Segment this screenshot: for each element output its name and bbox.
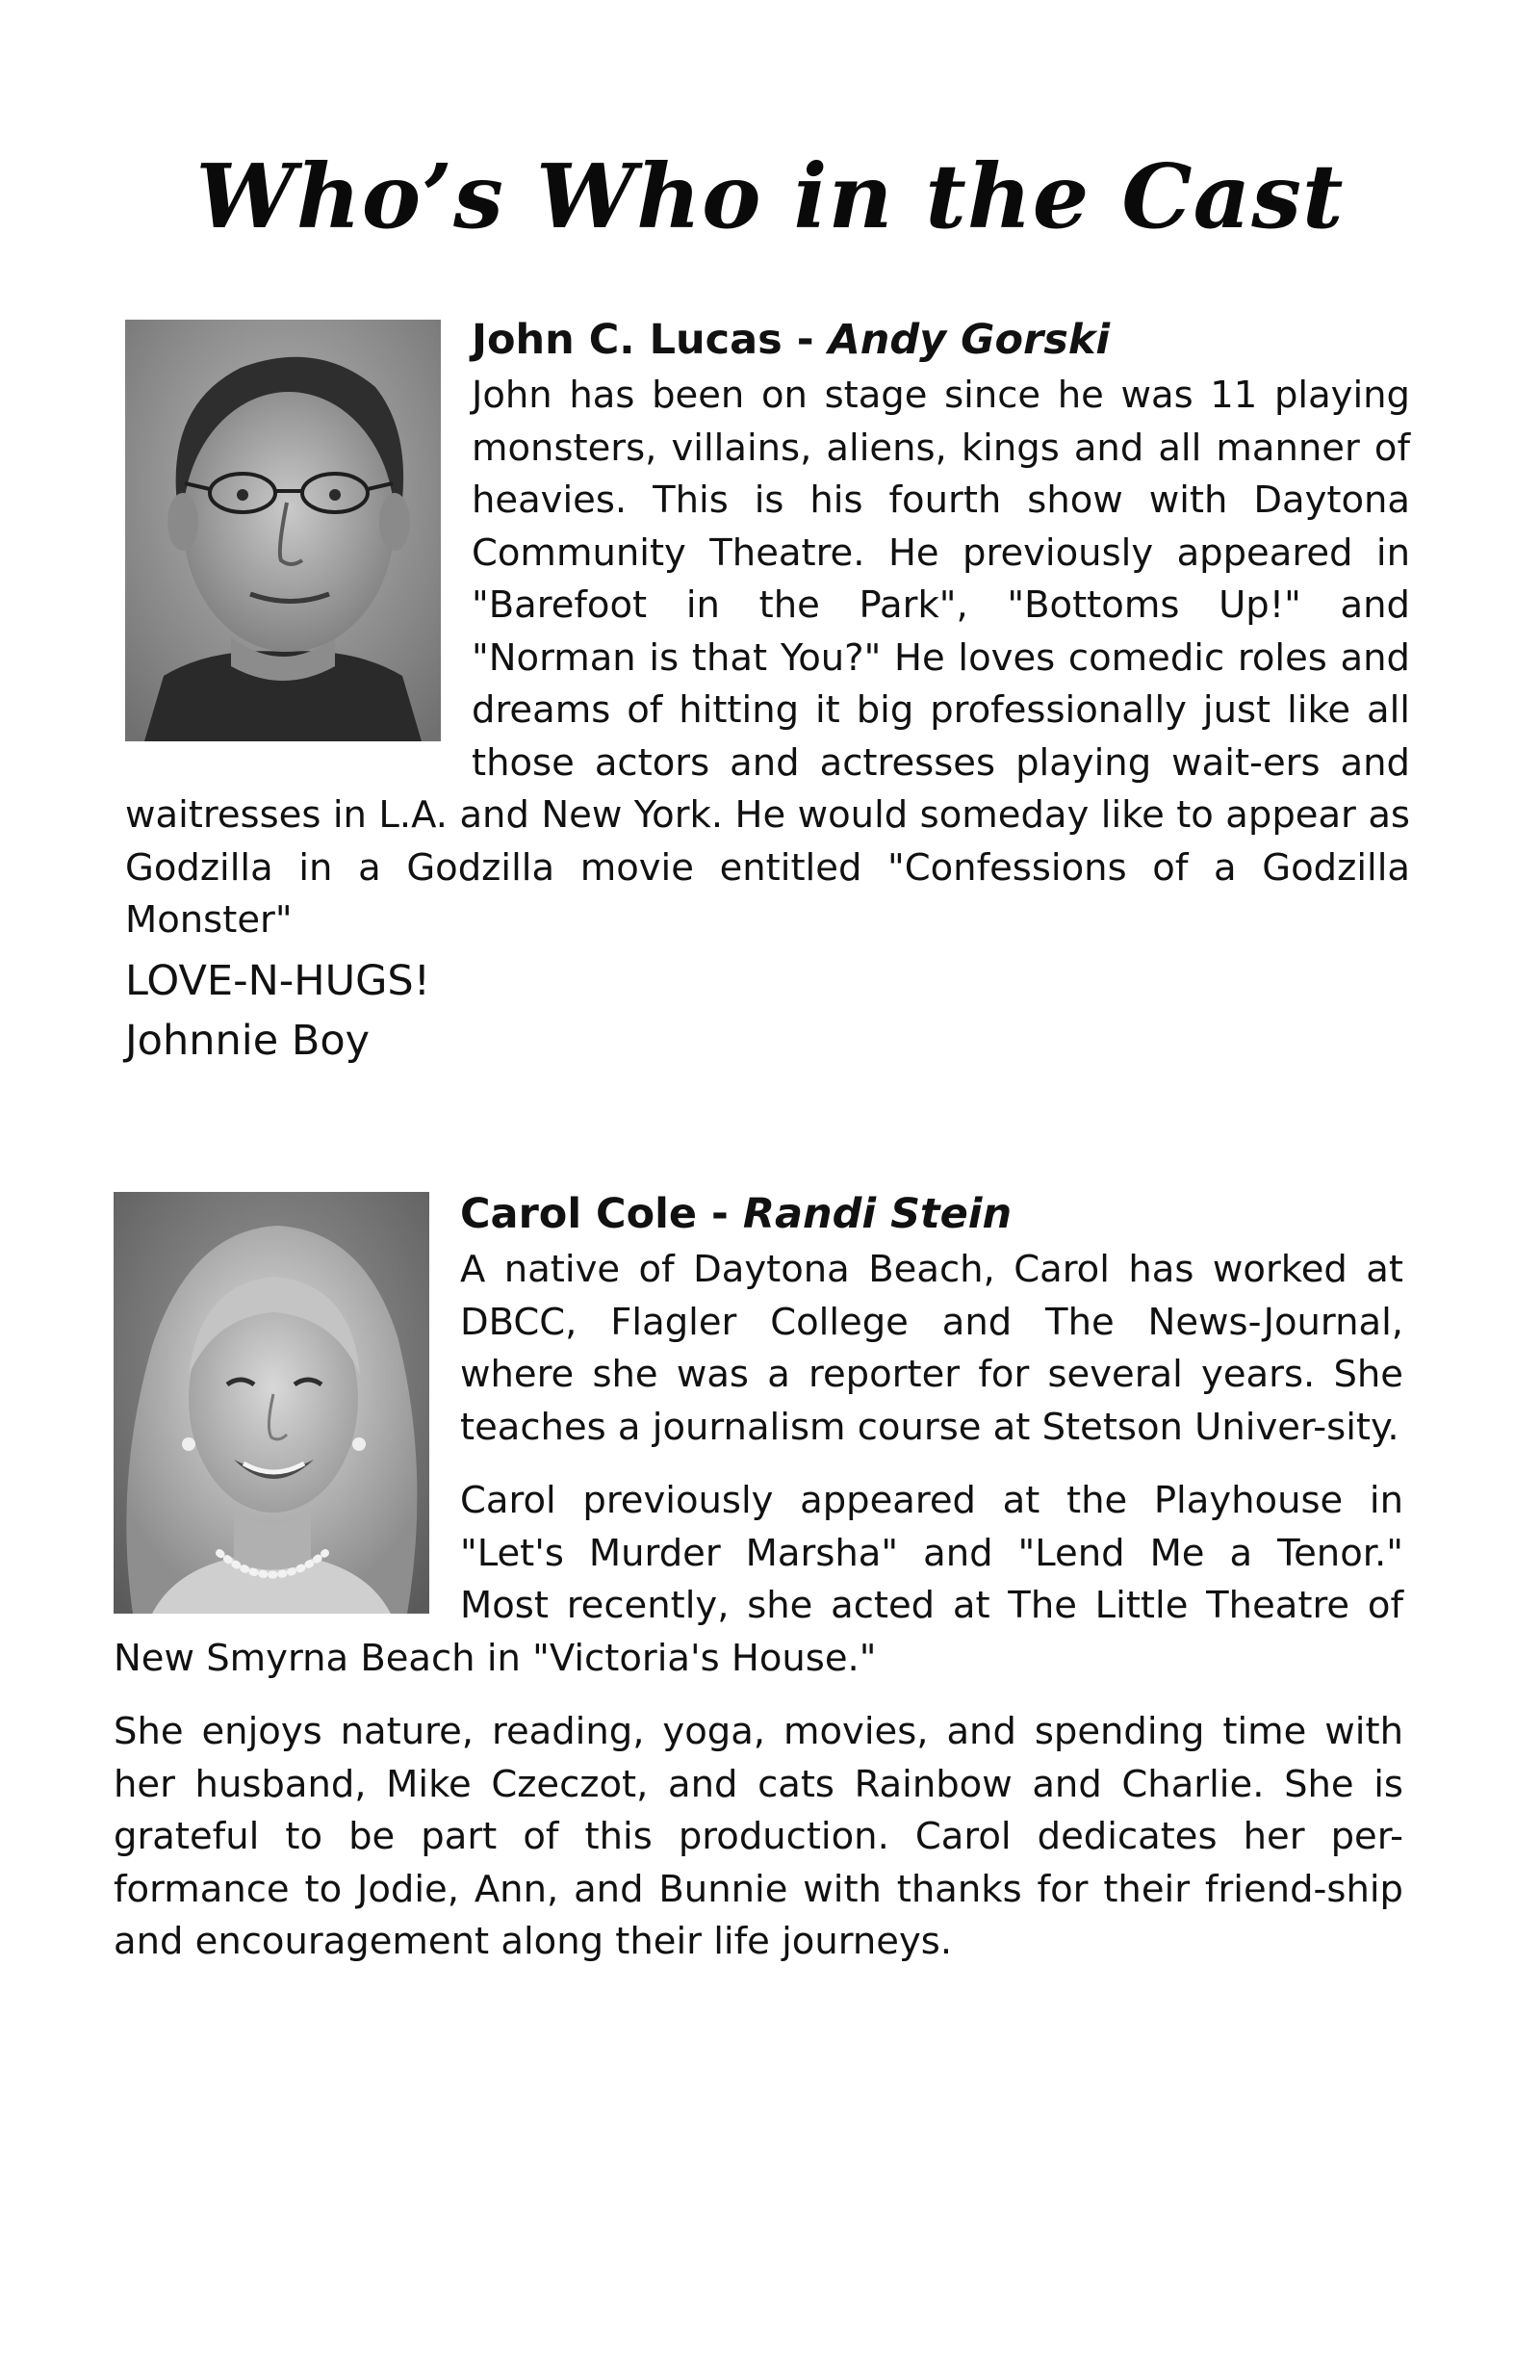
- portrait-photo-man-icon: [125, 320, 441, 741]
- signoff-line: LOVE-N-HUGS!: [125, 956, 430, 1005]
- actor-name: Carol Cole: [460, 1190, 698, 1238]
- actor-name: John C. Lucas: [472, 316, 783, 364]
- portrait-photo-woman-icon: [114, 1192, 429, 1614]
- character-role: Randi Stein: [742, 1190, 1013, 1238]
- actor-portrait-john-lucas: [125, 320, 441, 741]
- actor-portrait-carol-cole: [114, 1192, 429, 1614]
- cast-bio-john-lucas: [125, 310, 1410, 1071]
- name-role-separator: -: [782, 316, 829, 364]
- character-role: Andy Gorski: [828, 316, 1111, 364]
- name-role-separator: -: [697, 1190, 743, 1238]
- signoff-name: Johnnie Boy: [125, 1016, 371, 1065]
- page-title: Who’s Who in the Cast: [195, 144, 1345, 248]
- cast-bio-carol-cole: [114, 1184, 1403, 1969]
- bio-paragraph: Carol previously appeared at the Playhouse in "Let's Murder Marsha" and "Lend Me a Tenor." Most recently, she acted at The Little Theatre of New Smyrna Beach in "Victoria's House.": [114, 1479, 1403, 1680]
- bio-paragraph: She enjoys nature, reading, yoga, movies, and spending time with her husband, Mike Czeczot, and cats Rainbow and Charlie. She is grateful to be part of this production. Carol dedicates her per-formance to Jodie, Ann, and Bunnie with thanks for their friend-ship and encouragement along their life journeys.: [114, 1710, 1403, 1963]
- bio-paragraph: A native of Daytona Beach, Carol has worked at DBCC, Flagler College and The News-Journal, where she was a reporter for several years. She teaches a journalism course at Stetson Univer-sity.: [460, 1248, 1403, 1449]
- bio-paragraph: John has been on stage since he was 11 playing monsters, villains, aliens, kings and all manner of heavies. This is his fourth show with Daytona Community Theatre. He previously appeared in "Barefoot in the Park", "Bottoms Up!" and "Norman is that You?" He loves comedic roles and dreams of hitting it big professionally just like all those actors and actresses playing wait-ers and waitresses in L.A. and New York. He would someday like to appear as Godzilla in a Godzilla movie entitled "Confessions of a Godzilla Monster": [125, 374, 1410, 942]
